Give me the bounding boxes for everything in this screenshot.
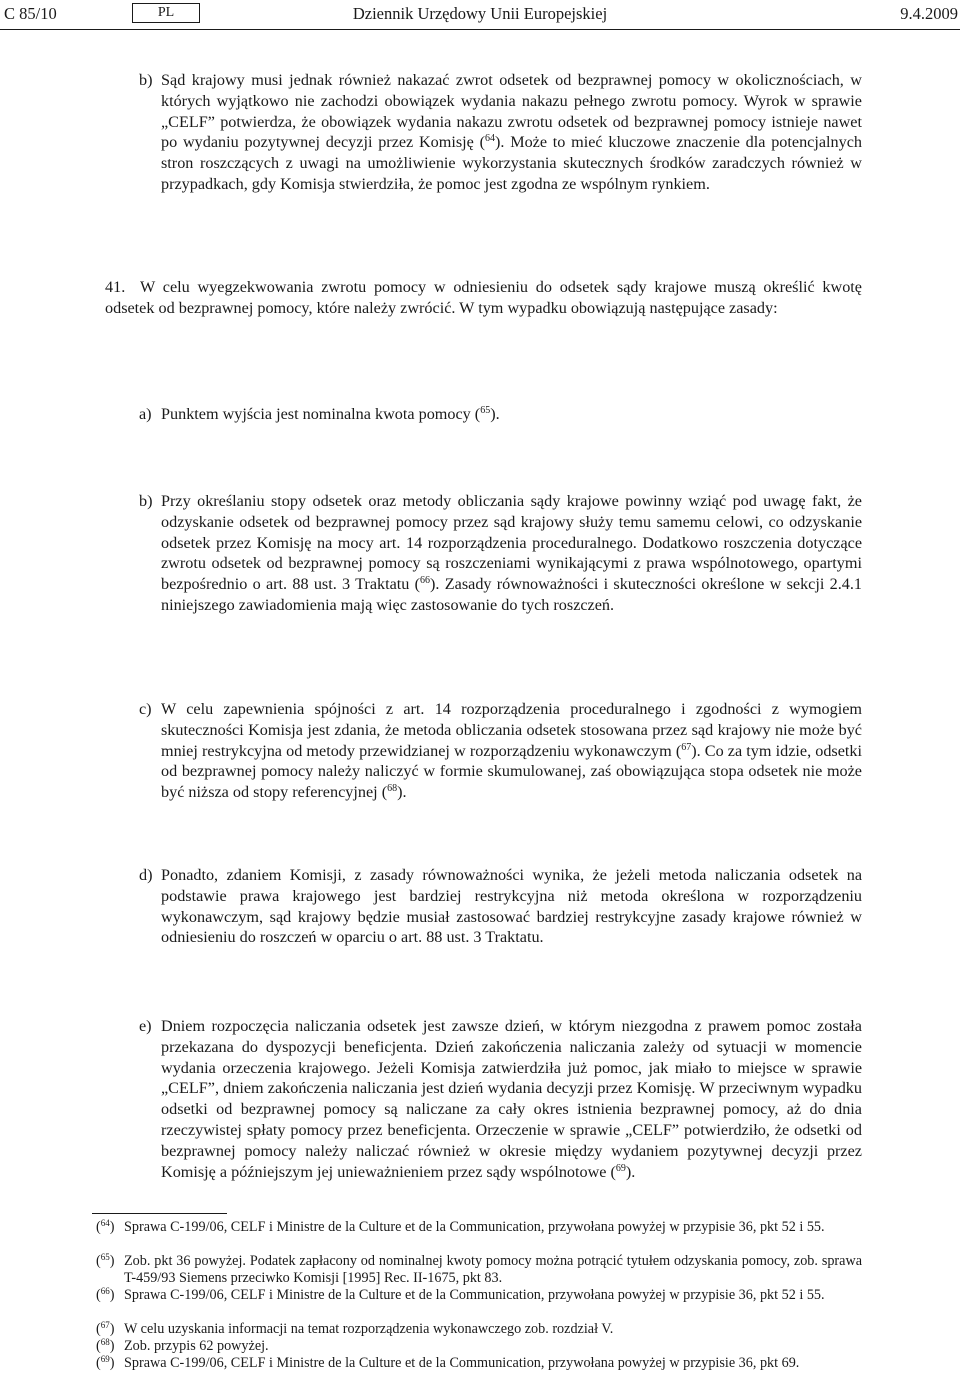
list-item-b-interest-recovery [139,70,862,195]
text-segment: Sąd krajowy musi jednak również nakazać zwrot odsetek od bezprawnej pomocy w okolicznościach, w których wyjątkowo nie zachodzi obowiązek wydania nakazu pełnego zwrotu pomocy. Wyrok w sprawie „CELF” potwierdza, że obowiązek wydania nakazu zwrotu odsetek od bezprawnej pomocy istnieje nawet po wydaniu pozytywnej decyzji przez Komisję ( [161,71,862,152]
list-item-label: a) [139,405,152,423]
footnote-number: 64 [100,1218,110,1228]
list-item-c [139,699,862,803]
footnote-marker: ($^{65}$) [96,1252,115,1269]
list-item-b-interest-rate [139,491,862,616]
footnote-69 [96,1355,862,1372]
list-item-label: e) [139,1017,152,1035]
journal-title: Dziennik Urzędowy Unii Europejskiej [352,4,608,23]
list-item-text [161,491,862,616]
footnote-ref-66[interactable]: 66 [420,575,431,587]
footnote-67 [96,1321,862,1338]
footnote-text: Zob. przypis 62 powyżej. [124,1338,269,1354]
paragraph-number: 41. [105,278,126,296]
header-rule [0,29,960,30]
footnote-64 [96,1219,862,1236]
footnote-number: 69 [100,1354,110,1364]
publication-date: 9.4.2009 [900,4,958,23]
footnote-text: W celu uzyskania informacji na temat rozporządzenia wykonawczego zob. rozdział V. [124,1321,614,1337]
list-item-text [161,404,862,425]
list-item-e [139,1016,862,1182]
footnote-text: Zob. pkt 36 powyżej. Podatek zapłacony od nominalnej kwoty pomocy można potrącić tytułem odzyskania pomocy, zob. sprawa T-459/93 Siemens przeciwko Komisji [1995] Rec. II-1675, pkt 83. [124,1253,862,1286]
text-segment: Dniem rozpoczęcia naliczania odsetek jest zawsze dzień, w którym niezgodna z prawem pomoc została przekazana do dyspozycji beneficjenta. Dzień zakończenia naliczania zależy od sytuacji w momencie wydania orzeczenia krajowego. Jeżeli Komisja zatwierdziła już pomoc, jak miało to miejsce w sprawie „CELF”, dniem zakończenia naliczania jest dzień wydania decyzji przez Komisję. W przeciwnym wypadku odsetki od bezprawnej pomocy są naliczane za cały okres istnienia bezprawnej pomocy, aż do dnia rzeczywistej spłaty pomocy przez beneficjenta. Orzeczenie w sprawie „CELF” potwierdziło, że odsetki od bezprawnej pomocy należy naliczać również w okresie między wydaniem pozytywnej decyzji przez Komisję a późniejszym jej unieważnieniem przez sądy wspólnotowe ( [161,1017,862,1181]
footnote-ref-64[interactable]: 64 [485,133,495,145]
footnote-66 [96,1287,862,1304]
text-segment: ). Może to mieć kluczowe znaczenie dla potencjalnych stron roszczących z uwagi na umożliwienie wykorzystania skutecznych środków zaradczych również w przypadkach, gdy Komisja stwierdziła, że pomoc jest zgodna ze wspólnym rynkiem. [161,133,862,193]
footnote-text: Sprawa C-199/06, CELF i Ministre de la Culture et de la Communication, przywołana powyżej w przypisie 36, pkt 52 i 55. [124,1287,825,1303]
list-item-text [161,699,862,803]
footnote-text: Sprawa C-199/06, CELF i Ministre de la Culture et de la Communication, przywołana powyżej w przypisie 36, pkt 69. [124,1355,800,1371]
footnote-marker: ($^{68}$) [96,1337,115,1354]
footnote-ref-68[interactable]: 68 [387,783,398,795]
text-segment: ). Zasady równoważności i skuteczności określone w sekcji 2.4.1 niniejszego zawiadomienia mają więc zastosowanie do tych roszczeń. [161,575,862,614]
footnote-ref-69[interactable]: 69 [615,1162,626,1174]
list-item-label: b) [139,71,153,89]
footnote-text: Sprawa C-199/06, CELF i Ministre de la Culture et de la Communication, przywołana powyżej w przypisie 36, pkt 52 i 55. [124,1219,825,1235]
list-item-text [161,1016,862,1182]
text-segment: Punktem wyjścia jest nominalna kwota pomocy ( [161,405,481,423]
page-header [0,2,960,28]
paragraph-41 [105,277,862,319]
list-item-label: d) [139,866,153,884]
text-segment: ). [625,1162,636,1181]
list-item-label: c) [139,700,152,718]
footnote-65 [96,1253,862,1286]
text-segment: ). [490,405,500,423]
list-item-label: b) [139,492,153,510]
text-segment: W celu zapewnienia spójności z art. 14 rozporządzenia proceduralnego i zgodności z wymogiem skuteczności Komisja jest zdania, że metoda obliczania odsetek stosowana przez sąd krajowy nie może być mniej restrykcyjna od metody przewidzianej w rozporządzeniu wykonawczym ( [161,700,862,760]
footnote-marker: ($^{64}$) [96,1218,115,1235]
text-segment: Przy określaniu stopy odsetek oraz metody obliczania sądy krajowe powinny wziąć pod uwagę fakt, że odzyskanie odsetek od bezprawnej pomocy przez sąd krajowy służy temu samemu celowi, co odzyskanie odsetek przez Komisję na mocy art. 14 rozporządzenia proceduralnego. Dodatkowo roszczenia dotyczące zwrotu odsetek od bezprawnej pomocy są roszczeniami wynikającymi z prawa wspólnotowego, opartymi bezpośrednio o art. 88 ust. 3 Traktatu ( [161,492,862,594]
footnote-ref-65[interactable]: 65 [480,405,491,416]
list-item-text: Ponadto, zdaniem Komisji, z zasady równoważności wynika, że jeżeli metoda naliczania odsetek na podstawie prawa krajowego jest bardziej restrykcyjna niż metoda określona w rozporządzeniu wykonawczym, sąd krajowy będzie musiał zastosować bardziej restrykcyjne zasady krajowe również w odniesieniu do roszczeń w oparciu o art. 88 ust. 3 Traktatu. [161,866,862,947]
footnote-marker: ($^{66}$) [96,1286,115,1303]
footnote-marker: ($^{67}$) [96,1320,115,1337]
footnote-ref-67[interactable]: 67 [681,741,692,753]
footnote-68 [96,1338,862,1355]
list-item-a [139,404,862,425]
list-item-text [161,70,862,195]
page-reference: C 85/10 [4,4,57,23]
text-segment: ). Co za tym idzie, odsetki od bezprawnej pomocy należy naliczyć w formie skumulowanej, zaś obowiązująca stopa odsetek nie może być niższa od stopy referencyjnej ( [161,741,862,802]
paragraph-text: W celu wyegzekwowania zwrotu pomocy w odniesieniu do odsetek sądy krajowe muszą określić kwotę odsetek od bezprawnej pomocy, które należy zwrócić. W tym wypadku obowiązują następujące zasady: [105,278,862,317]
footnote-number: 66 [100,1286,110,1296]
footnote-separator [92,1213,227,1214]
footnote-number: 68 [100,1337,110,1347]
footnote-number: 65 [100,1252,110,1262]
footnote-marker: ($^{69}$) [96,1354,115,1371]
text-segment: ). [397,783,407,802]
language-code: PL [157,5,175,20]
list-item-d [139,865,862,948]
footnote-number: 67 [100,1320,110,1330]
